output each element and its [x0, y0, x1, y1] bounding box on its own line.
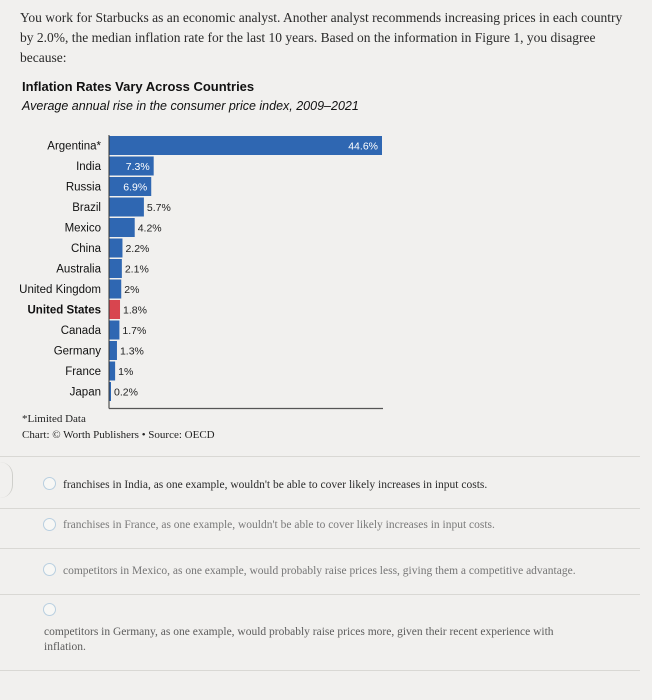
chart-credit: Chart: © Worth Publishers • Source: OECD — [22, 429, 215, 441]
value-label-mexico: 4.2% — [137, 222, 162, 235]
chart-subtitle: Average annual rise in the consumer price index, 2009–2021 — [22, 99, 359, 113]
category-label-brazil: Brazil — [72, 202, 101, 214]
question-line-1: You work for Starbucks as an economic analyst. Another analyst recommends increasing prices in each country — [20, 10, 623, 25]
option-3-radio[interactable] — [43, 563, 56, 576]
bar-australia — [109, 259, 122, 278]
chart-title: Inflation Rates Vary Across Countries — [22, 79, 255, 94]
category-label-japan: Japan — [69, 386, 101, 399]
category-label-india: India — [76, 161, 101, 173]
bar-china — [109, 239, 122, 258]
option-1-radio[interactable] — [43, 477, 56, 490]
value-label-argentina: 44.6% — [348, 140, 378, 153]
option-selector-edge — [0, 462, 13, 498]
option-1-text[interactable]: franchises in India, as one example, wouldn't be able to cover likely increases in input costs. — [63, 479, 488, 491]
value-label-russia: 6.9% — [123, 181, 148, 194]
value-label-united-kingdom: 2% — [124, 284, 140, 296]
question-line-2: by 2.0%, the median inflation rate for the last 10 years. Based on the information in Figure 1, you disagree — [20, 30, 596, 45]
chart-footnote: *Limited Data — [22, 413, 86, 425]
value-label-brazil: 5.7% — [146, 202, 171, 214]
divider — [0, 548, 640, 549]
option-2-radio[interactable] — [43, 518, 56, 531]
divider — [0, 508, 640, 509]
bar-united-kingdom — [109, 280, 121, 299]
bar-mexico — [109, 218, 135, 237]
category-label-china: China — [70, 243, 101, 255]
option-3-text[interactable]: competitors in Mexico, as one example, would probably raise prices less, giving them a competitive advantage. — [63, 565, 576, 577]
bar-brazil — [109, 198, 144, 217]
option-2-text[interactable]: franchises in France, as one example, wouldn't be able to cover likely increases in input costs. — [63, 519, 495, 531]
category-label-argentina: Argentina* — [47, 140, 101, 153]
option-4-radio[interactable] — [43, 603, 56, 616]
bar-united-states — [109, 300, 120, 319]
category-label-russia: Russia — [65, 181, 101, 194]
question-line-3: because: — [20, 50, 67, 65]
value-label-canada: 1.7% — [122, 325, 147, 337]
bar-argentina — [109, 136, 382, 155]
inflation-bar-chart — [0, 125, 652, 410]
value-label-australia: 2.1% — [124, 263, 149, 276]
category-label-mexico: Mexico — [64, 222, 101, 235]
value-label-germany: 1.3% — [119, 345, 144, 358]
value-label-japan: 0.2% — [114, 386, 138, 399]
value-label-india: 7.3% — [125, 161, 150, 173]
category-label-united-states: United States — [27, 304, 101, 317]
divider — [0, 670, 640, 671]
category-label-france: France — [65, 366, 101, 378]
category-label-united-kingdom: United Kingdom — [19, 284, 101, 296]
value-label-france: 1% — [118, 366, 134, 378]
bar-germany — [109, 341, 117, 360]
category-label-australia: Australia — [56, 263, 101, 276]
category-label-germany: Germany — [53, 345, 101, 358]
bar-france — [109, 362, 115, 381]
category-label-canada: Canada — [60, 325, 101, 337]
divider — [0, 594, 640, 595]
value-label-china: 2.2% — [125, 243, 150, 255]
bar-canada — [109, 321, 119, 340]
option-4-text-line-1[interactable]: competitors in Germany, as one example, would probably raise prices more, given their recent experience with — [44, 626, 554, 638]
divider — [0, 456, 640, 457]
value-label-united-states: 1.8% — [123, 304, 147, 317]
option-4-text-line-2[interactable]: inflation. — [44, 641, 86, 653]
question-text — [20, 8, 640, 68]
